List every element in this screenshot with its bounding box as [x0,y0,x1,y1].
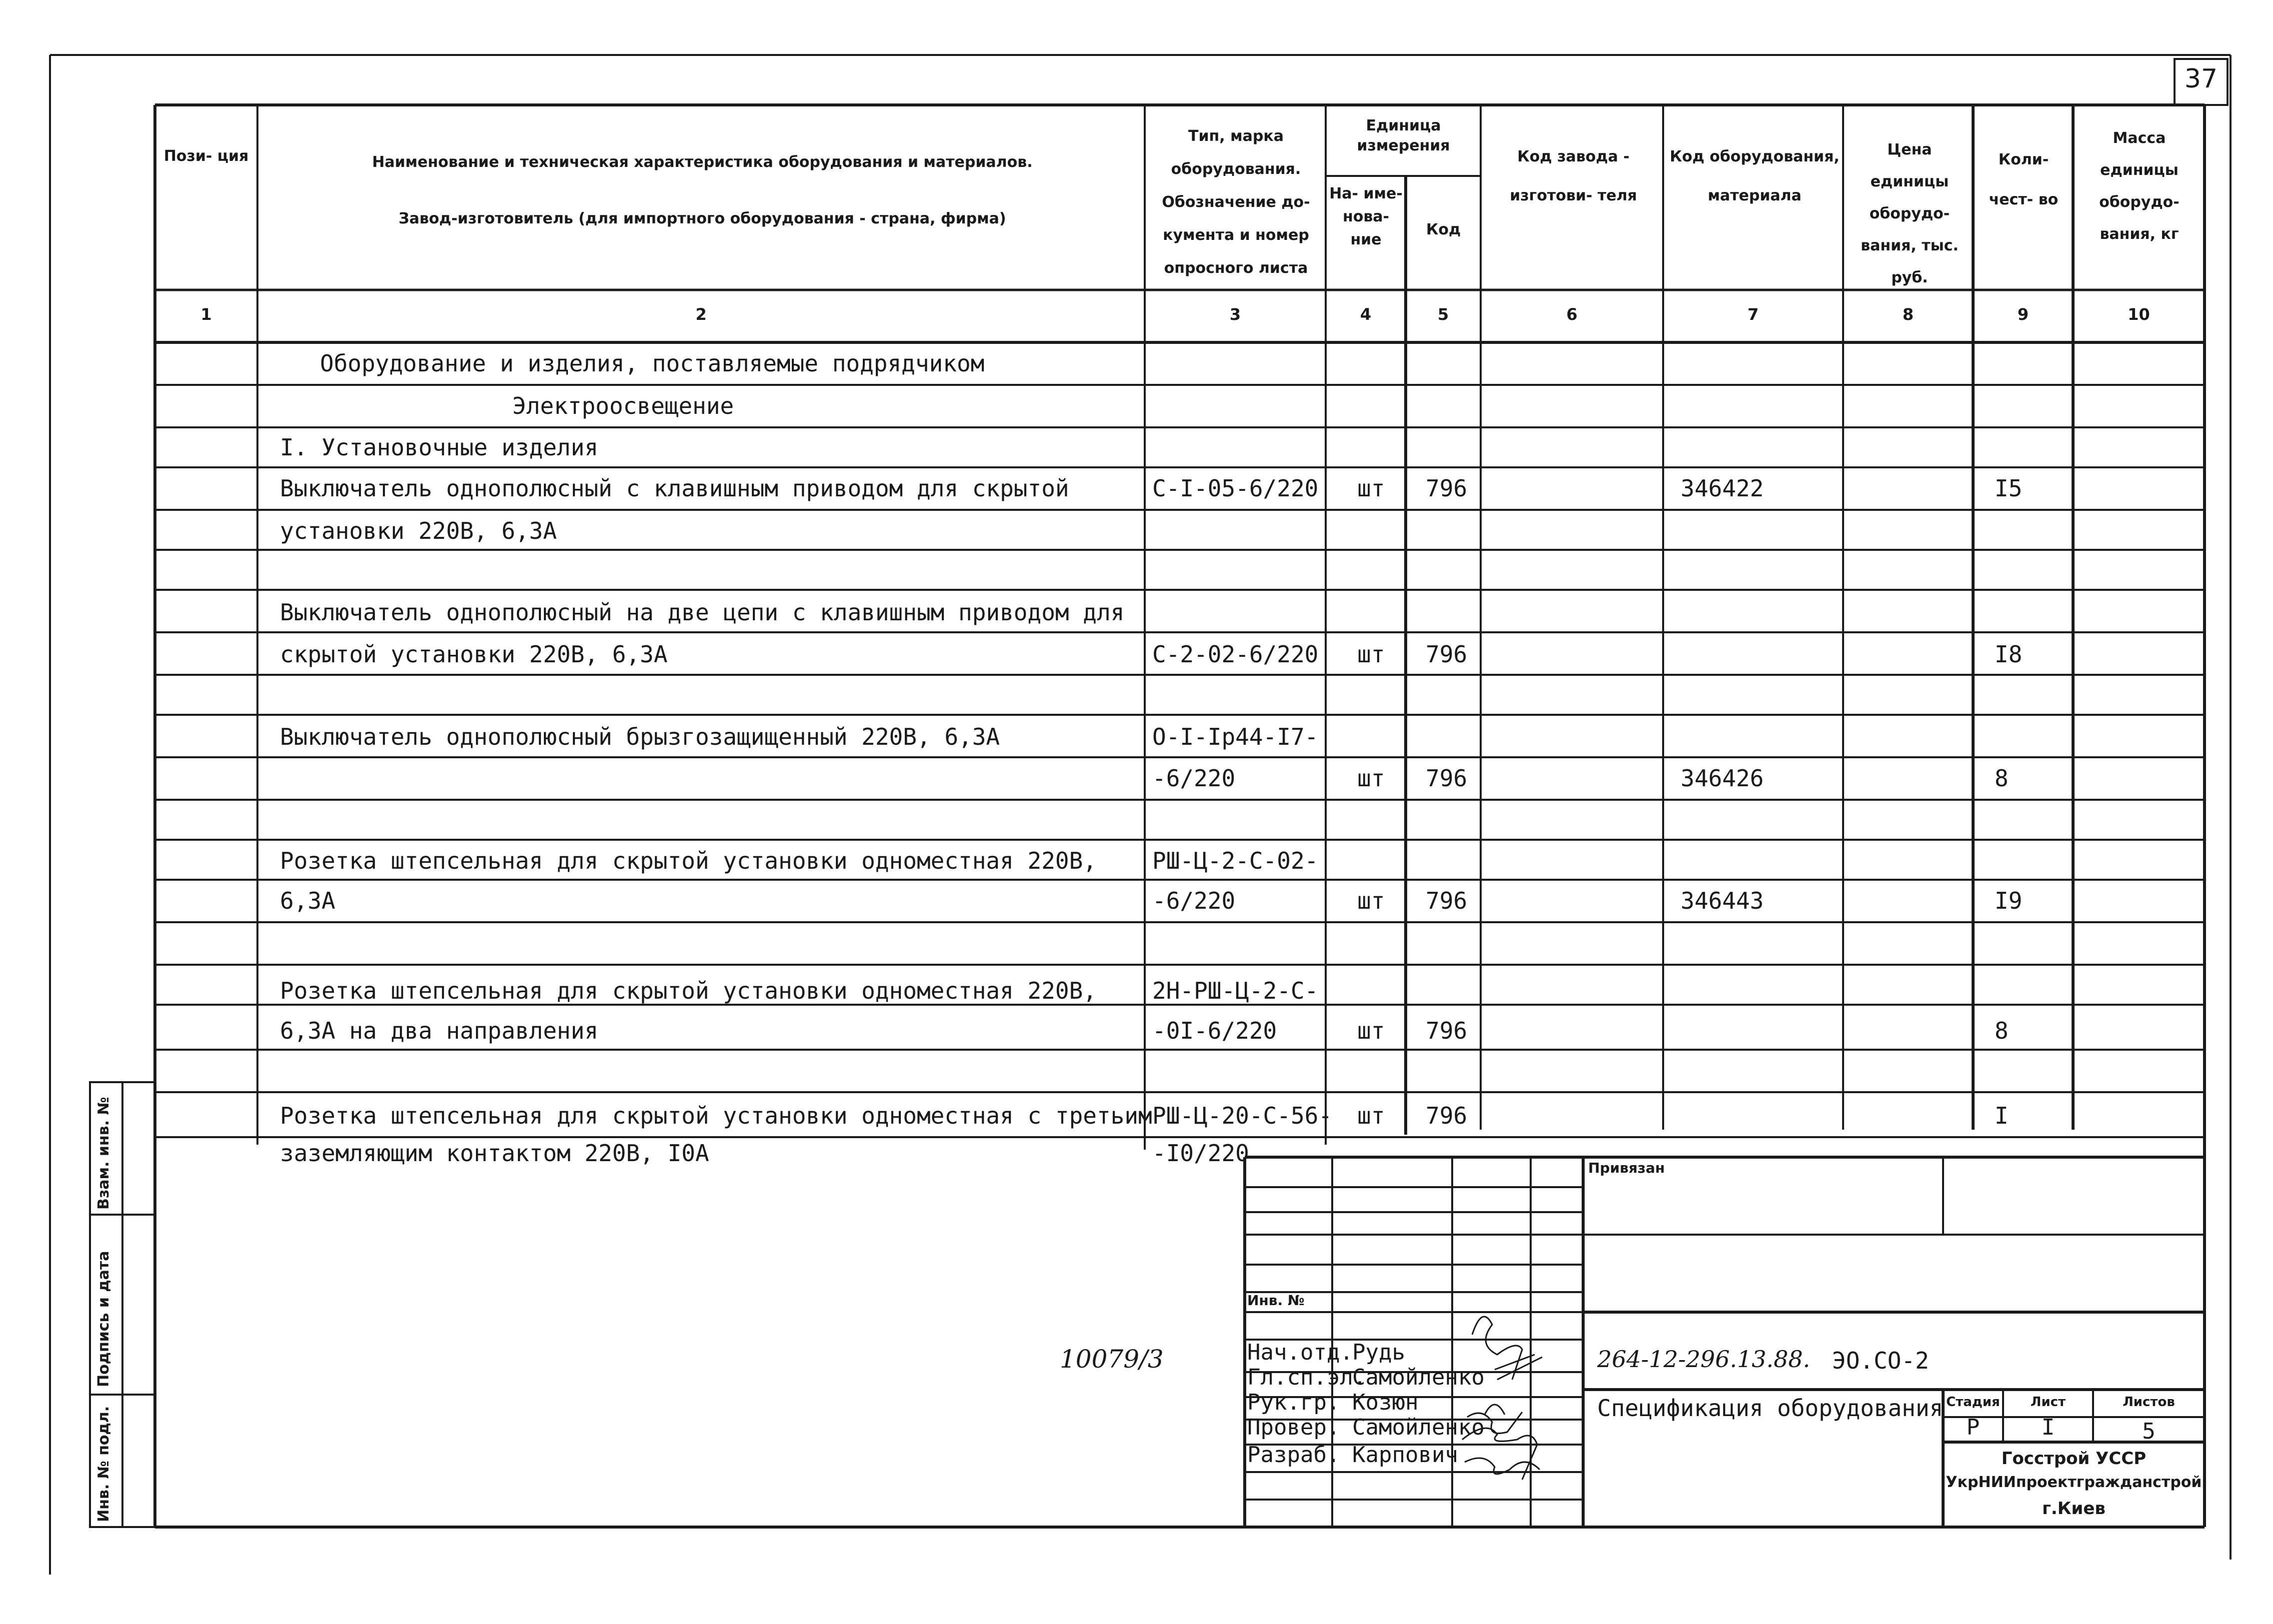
group-heading: I. Установочные изделия [280,434,598,461]
organization-line1: Госстрой УССР [2001,1449,2147,1469]
item-unit: шт [1357,887,1385,914]
item-quantity: I [1995,1102,2009,1129]
signer-name: Самойленко [1352,1415,1485,1440]
item-name: заземляющим контактом 220В, I0А [280,1140,709,1167]
column-number: 7 [1747,305,1759,324]
item-quantity: 8 [1995,765,2009,792]
item-name: установки 220В, 6,3А [280,517,557,544]
header-unit-code: Код [1426,221,1461,238]
sheet-value: I [2041,1415,2055,1440]
item-equipment-code: 346422 [1681,475,1764,502]
item-unit: шт [1357,1017,1385,1044]
signer-role: Разраб. [1247,1442,1340,1468]
header-type: Тип, марка оборудования. Обозначение до- кумента и номер опросного листа [1162,127,1310,277]
item-unit-code: 796 [1426,475,1468,502]
column-number: 8 [1902,305,1914,324]
inventory-label: Инв. № [1247,1292,1305,1309]
item-quantity: 8 [1995,1017,2009,1044]
item-name: 6,3А на два направления [280,1017,598,1044]
item-unit-code: 796 [1426,1102,1468,1129]
item-unit-code: 796 [1426,765,1468,792]
linked-label: Привязан [1588,1160,1665,1176]
organization-line2: УкрНИИпроектгражданстрой [1946,1474,2202,1491]
subsection-heading: Электроосвещение [512,392,734,419]
item-type: -6/220 [1152,887,1236,914]
header-price: Цена единицы оборудо- вания, тыс. руб. [1861,141,1959,286]
header-name-line1: Наименование и техническая характеристика оборудования и материалов. [372,153,1033,171]
item-name: Розетка штепсельная для скрытой установки одноместная 220В, [280,847,1097,874]
item-unit: шт [1357,1102,1385,1129]
document-suffix: ЭО.СО-2 [1832,1347,1929,1374]
column-number: 4 [1360,305,1372,324]
organization-city: г.Киев [2042,1499,2106,1519]
header-plant-code: Код завода - изготови- теля [1510,148,1637,204]
signer-name: Карпович [1352,1442,1458,1468]
item-unit: шт [1357,641,1385,668]
item-unit-code: 796 [1426,887,1468,914]
item-unit-code: 796 [1426,1017,1468,1044]
item-name: 6,3А [280,887,335,914]
item-equipment-code: 346443 [1681,887,1764,914]
item-type: РШ-Ц-2-С-02- [1152,847,1319,874]
item-type: С-2-02-6/220 [1152,641,1319,668]
signer-role: Провер. [1247,1415,1340,1440]
item-name: Выключатель однополюсный брызгозащищенный 220В, 6,3А [280,723,1000,750]
item-name: Розетка штепсельная для скрытой установки одноместная 220В, [280,977,1097,1004]
item-type: -6/220 [1152,765,1236,792]
signer-role: Нач.отд. [1247,1340,1353,1365]
item-unit-code: 796 [1426,641,1468,668]
signer-role: Рук.гр. [1247,1390,1340,1415]
column-number: 10 [2128,305,2150,324]
handwritten-number: 10079/3 [1060,1345,1164,1374]
signer-role: Гл.сп.эл. [1247,1365,1367,1390]
margin-label-signature: Подпись и дата [95,1251,112,1387]
header-equipment-code: Код оборудования, материала [1670,148,1840,204]
signer-name: Козюн [1352,1390,1419,1415]
column-number: 1 [200,305,212,324]
header-name-line2: Завод-изготовитель (для импортного оборудования - страна, фирма) [398,210,1006,227]
item-type: РШ-Ц-20-С-56- [1152,1102,1333,1129]
document-title: Спецификация оборудования [1597,1395,1944,1422]
header-unit-name: На- име- нова- ние [1329,185,1403,248]
column-number: 2 [695,305,707,324]
sheets-value: 5 [2142,1419,2156,1444]
signer-name: Рудь [1352,1340,1405,1365]
margin-label-replacement: Взам. инв. № [95,1097,112,1210]
sheets-label: Листов [2123,1395,2175,1410]
stage-label: Стадия [1946,1395,2000,1410]
item-quantity: I5 [1995,475,2023,502]
item-name: Розетка штепсельная для скрытой установки одноместная с третьим [280,1102,1152,1129]
header-mass: Масса единицы оборудо- вания, кг [2099,129,2180,243]
sheet-label: Лист [2030,1395,2066,1410]
document-code: 264-12-296.13.88. [1597,1346,1811,1373]
stage-value: Р [1966,1415,1980,1440]
item-type: С-I-05-6/220 [1152,475,1319,502]
item-quantity: I9 [1995,887,2023,914]
item-type: 2Н-РШ-Ц-2-С- [1152,977,1319,1004]
column-number: 9 [2017,305,2029,324]
item-type: -0I-6/220 [1152,1017,1277,1044]
header-quantity: Коли- чест- во [1989,151,2059,208]
page-number: 37 [2184,64,2218,94]
item-unit: шт [1357,475,1385,502]
column-number: 3 [1229,305,1241,324]
item-type: О-I-Ip44-I7- [1152,723,1319,750]
section-heading: Оборудование и изделия, поставляемые подрядчиком [320,350,985,377]
item-name: Выключатель однополюсный на две цепи с клавишным приводом для [280,599,1125,626]
column-number: 5 [1437,305,1449,324]
item-equipment-code: 346426 [1681,765,1764,792]
header-unit: Единица измерения [1357,117,1450,154]
item-name: Выключатель однополюсный с клавишным приводом для скрытой [280,475,1069,502]
margin-label-inventory: Инв. № подл. [95,1406,112,1522]
item-unit: шт [1357,765,1385,792]
item-quantity: I8 [1995,641,2023,668]
column-number: 6 [1566,305,1578,324]
signer-name: Самойленко [1352,1365,1485,1390]
item-name: скрытой установки 220В, 6,3А [280,641,668,668]
item-type: -I0/220 [1152,1140,1249,1167]
header-position: Пози- ция [163,147,249,165]
